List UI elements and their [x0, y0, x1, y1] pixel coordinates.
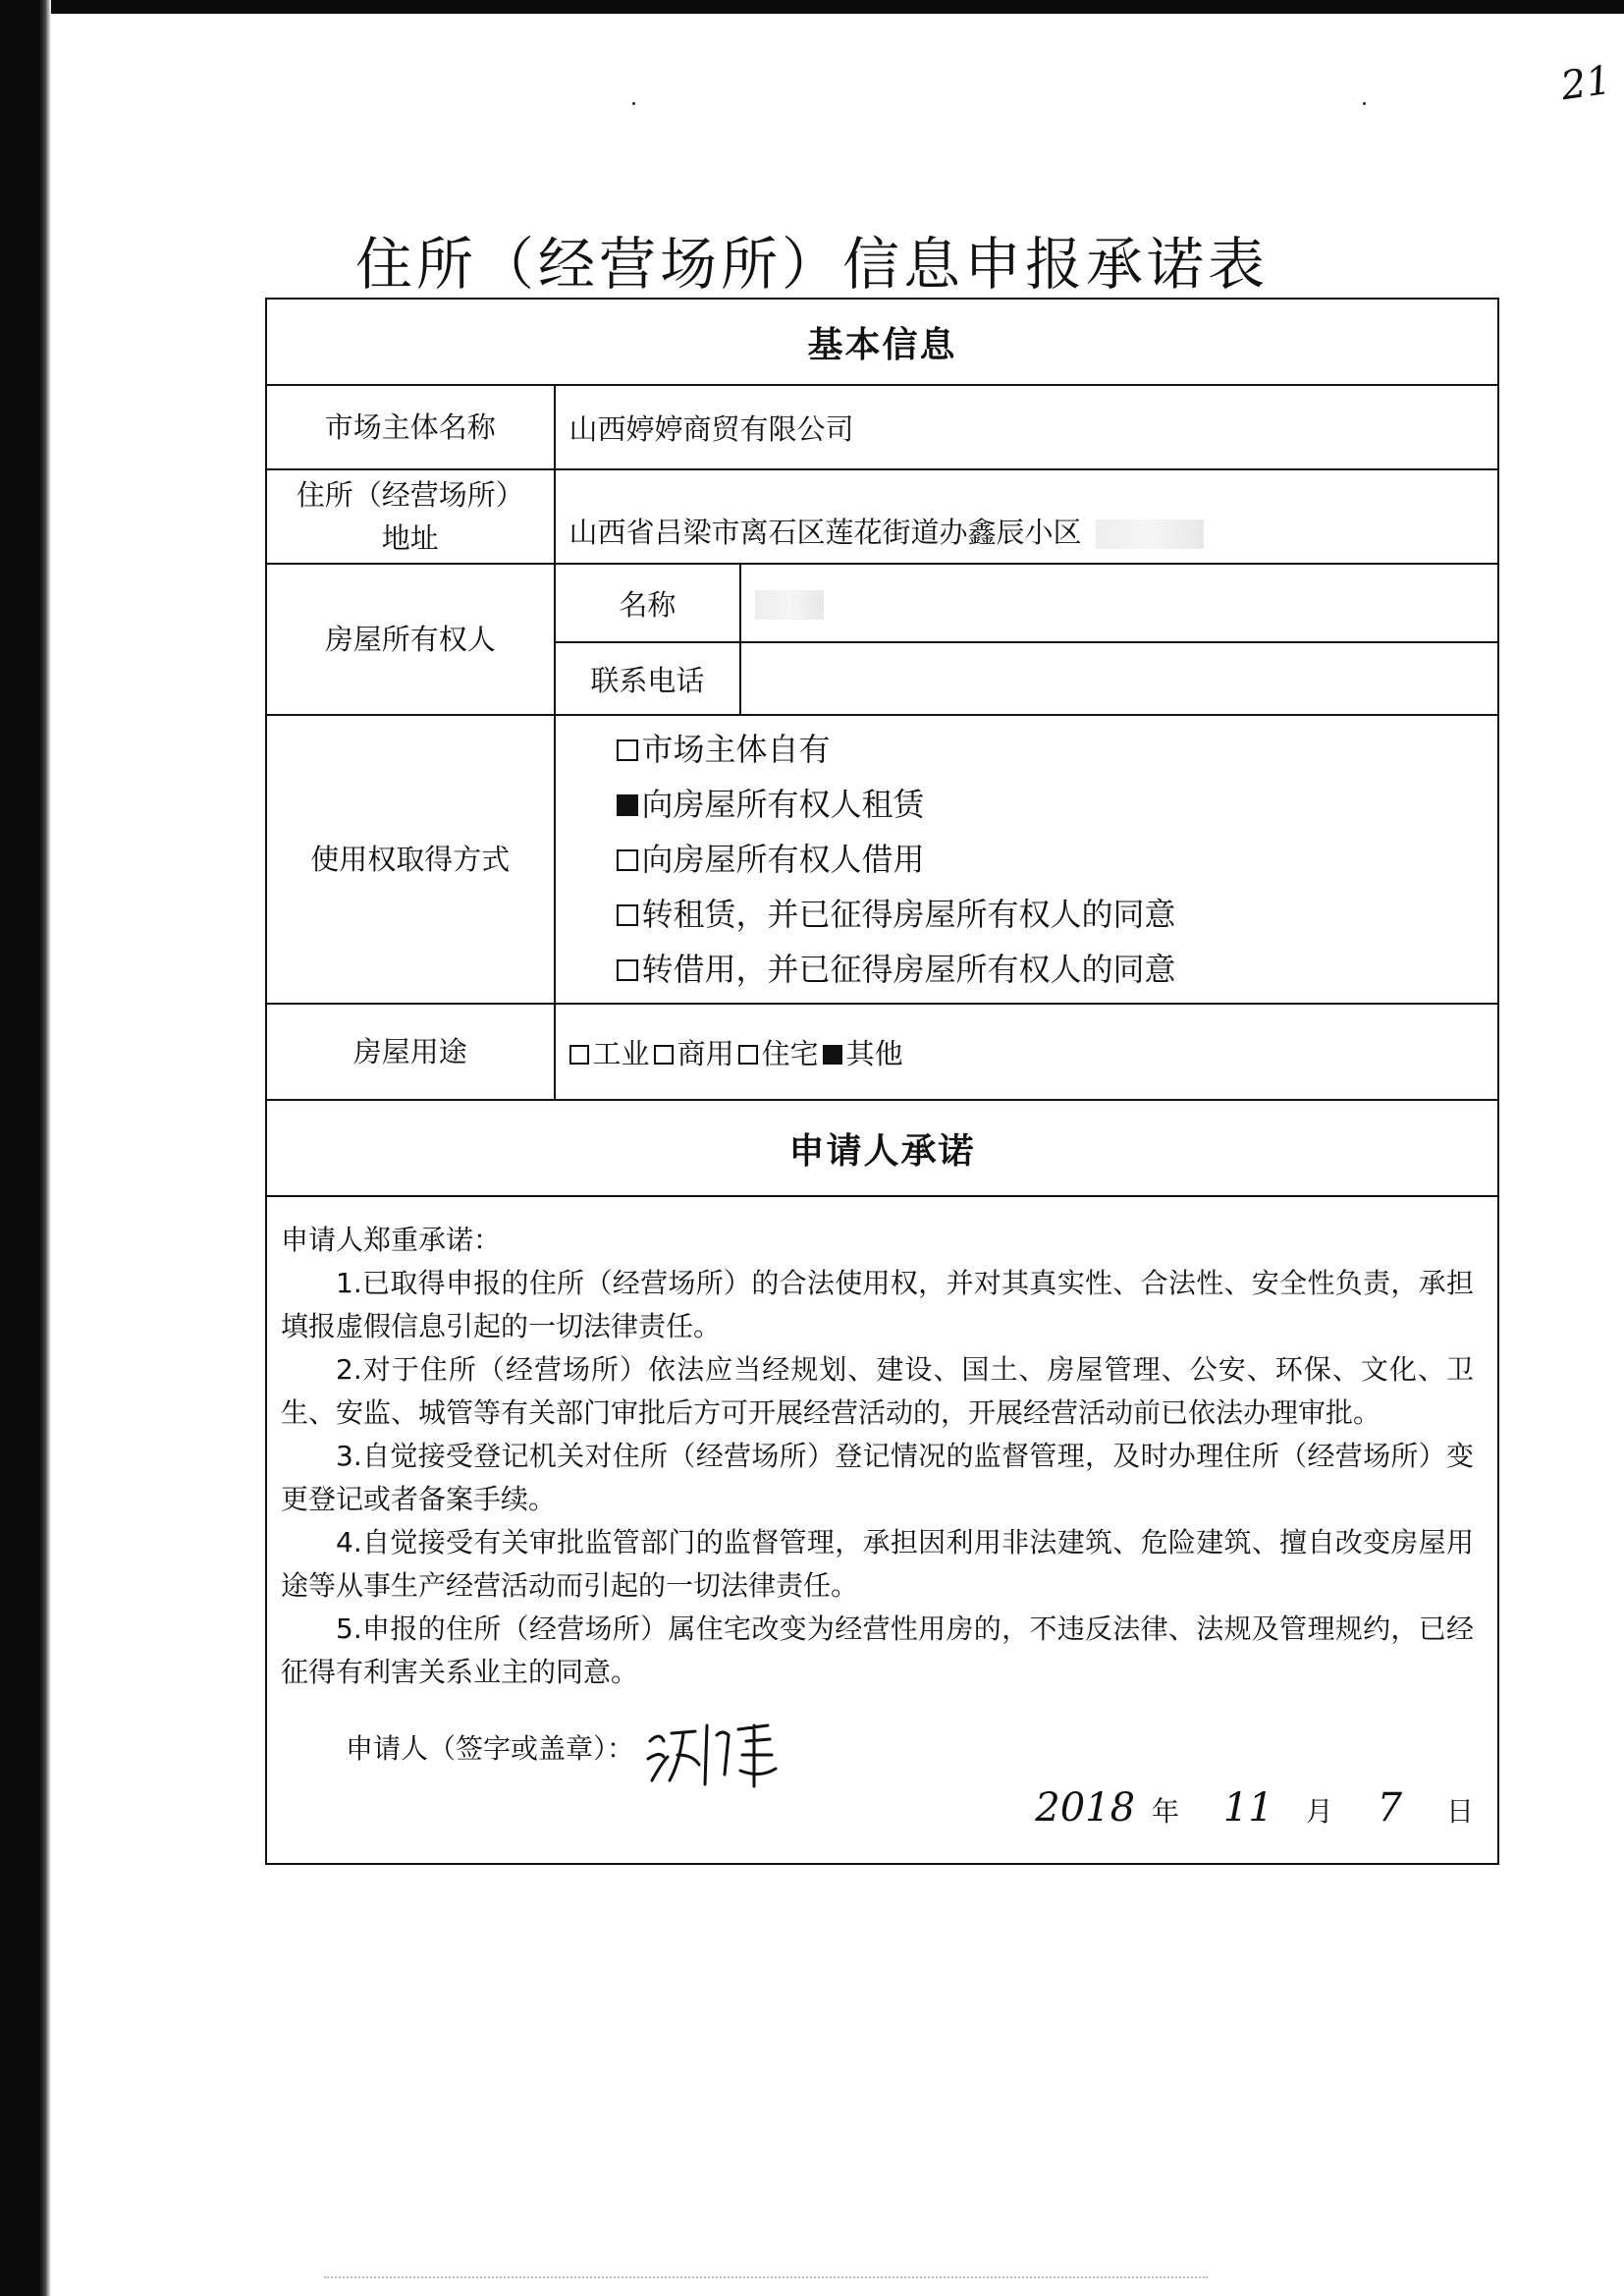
scan-speck: [1363, 102, 1366, 105]
acquisition-option: 向房屋所有权人租赁: [556, 777, 1497, 832]
redacted-area: [755, 590, 824, 620]
usage-option: 住宅: [738, 1037, 819, 1070]
acquisition-options: [555, 715, 1498, 1004]
date-year-unit: 年: [1151, 1795, 1179, 1828]
scan-noise-bottom: [324, 2276, 1208, 2282]
acquisition-option: 市场主体自有: [556, 722, 1497, 777]
entity-name-value: 山西婷婷商贸有限公司: [555, 385, 1498, 469]
owner-name-value: [740, 564, 1498, 642]
commitment-body: [266, 1196, 1498, 1864]
owner-phone-label: 联系电话: [555, 642, 741, 715]
checkbox-checked: [617, 794, 638, 816]
address-value: 山西省吕梁市离石区莲花街道办鑫辰小区: [568, 515, 1082, 549]
checkbox-empty: [569, 1045, 589, 1065]
commitment-item: 2.对于住所（经营场所）依法应当经规划、建设、国土、房屋管理、公安、环保、文化、卫生、安监、城管等有关部门审批后方可开展经营活动的，开展经营活动前已依法办理审批。: [281, 1353, 1474, 1429]
page-number: 21: [1558, 57, 1614, 110]
address-value-cell: [555, 469, 1498, 564]
checkbox-checked: [823, 1045, 842, 1065]
checkbox-empty: [617, 739, 638, 761]
checkbox-empty: [617, 849, 638, 871]
acquisition-option: 转借用，并已征得房屋所有权人的同意: [556, 942, 1497, 997]
signature-label: 申请人（签字或盖章）：: [346, 1732, 635, 1765]
entity-name-label: 市场主体名称: [266, 385, 555, 469]
scan-border-left: [0, 0, 51, 2296]
checkbox-empty: [617, 959, 638, 981]
usage-option: 工业: [569, 1037, 650, 1070]
acquisition-option: 向房屋所有权人借用: [556, 832, 1497, 887]
commitment-intro: 申请人郑重承诺：: [281, 1224, 502, 1256]
signature-row: [281, 1727, 1474, 1786]
date-row: [281, 1786, 1474, 1845]
declaration-form: [265, 298, 1499, 1865]
owner-label: 房屋所有权人: [266, 564, 555, 715]
commitment-item: 5.申报的住所（经营场所）属住宅改变为经营性用房的，不违反法律、法规及管理规约，已经征得有利害关系业主的同意。: [281, 1613, 1474, 1688]
checkbox-empty: [738, 1045, 758, 1065]
acquisition-option: 转租赁，并已征得房屋所有权人的同意: [556, 887, 1497, 942]
date-day: 7: [1377, 1785, 1403, 1831]
usage-options: [555, 1004, 1498, 1100]
date-month: 11: [1222, 1785, 1273, 1831]
owner-name-label: 名称: [555, 564, 741, 642]
scan-speck: [632, 102, 635, 105]
date-year: 2018: [1035, 1785, 1136, 1831]
date-day-unit: 日: [1445, 1795, 1474, 1828]
redacted-area: [1096, 519, 1204, 549]
commitment-item: 4.自觉接受有关审批监管部门的监督管理，承担因利用非法建筑、危险建筑、擅自改变房屋用途等从事生产经营活动而引起的一切法律责任。: [281, 1526, 1474, 1602]
usage-option: 其他: [823, 1037, 903, 1070]
owner-phone-value: [740, 642, 1498, 715]
address-label: [266, 469, 555, 564]
commitment-item: 3.自觉接受登记机关对住所（经营场所）登记情况的监督管理，及时办理住所（经营场所）变更登记或者备案手续。: [281, 1440, 1474, 1515]
acquisition-label: 使用权取得方式: [266, 715, 555, 1004]
date-month-unit: 月: [1305, 1795, 1333, 1828]
address-label-line1: 住所（经营场所）: [296, 478, 524, 512]
basic-info-header: 基本信息: [266, 299, 1498, 385]
address-label-line2: 地址: [381, 521, 439, 555]
document-title: 住所（经营场所）信息申报承诺表: [354, 231, 1269, 298]
checkbox-empty: [617, 904, 638, 926]
commitment-item: 1.已取得申报的住所（经营场所）的合法使用权，并对其真实性、合法性、安全性负责，承担填报虚假信息引起的一切法律责任。: [281, 1267, 1474, 1342]
checkbox-empty: [654, 1045, 674, 1065]
commitment-header: 申请人承诺: [266, 1100, 1498, 1196]
scan-border-top: [0, 0, 1624, 14]
handwritten-signature: [644, 1712, 791, 1790]
usage-option: 商用: [654, 1037, 734, 1070]
usage-label: 房屋用途: [266, 1004, 555, 1100]
